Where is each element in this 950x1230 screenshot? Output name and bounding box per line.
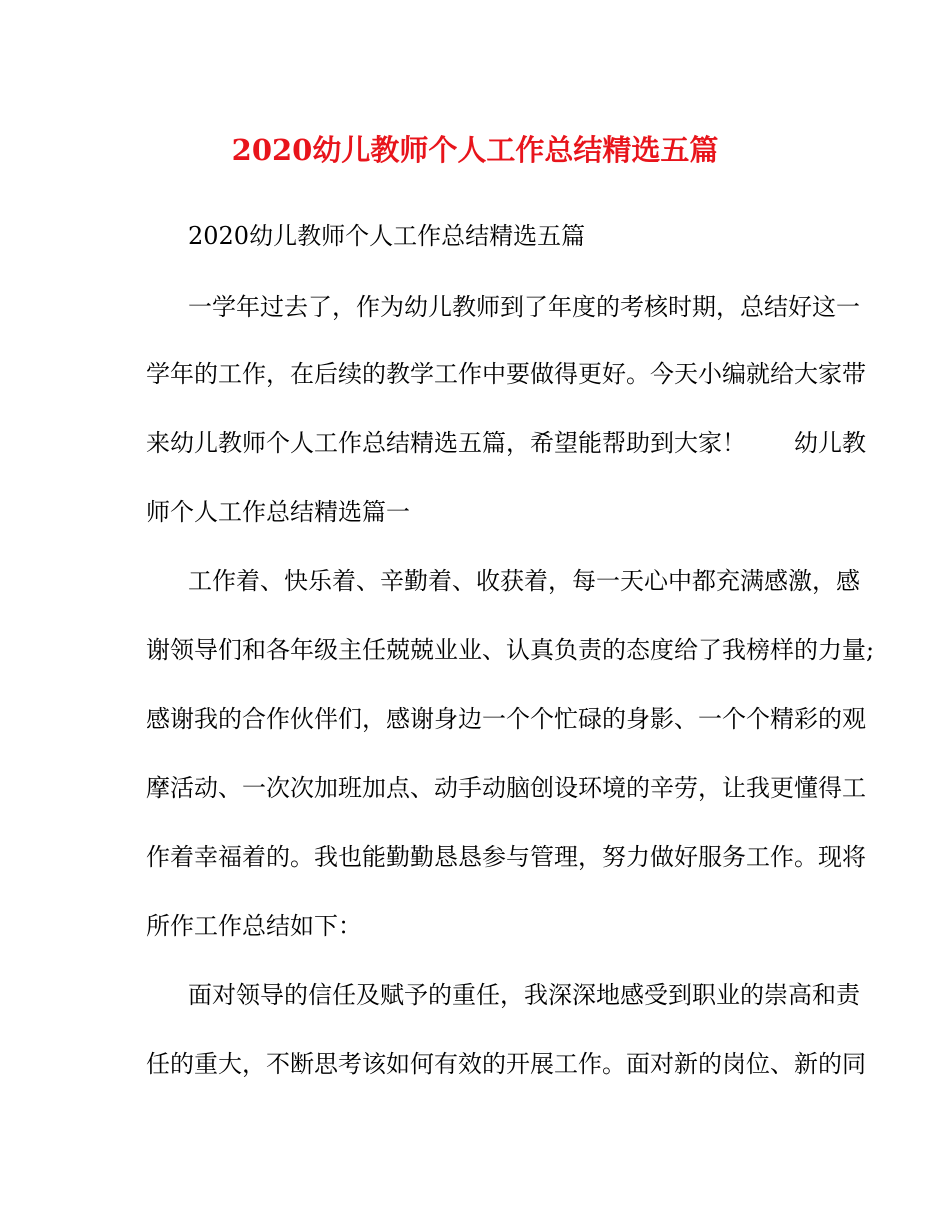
paragraph-line: 摩活动、一次次加班加点、动手动脑创设环境的辛劳，让我更懂得工 bbox=[146, 774, 866, 802]
paragraph-line: 任的重大，不断思考该如何有效的开展工作。面对新的岗位、新的同 bbox=[146, 1050, 866, 1078]
paragraph-line: 感谢我的合作伙伴们，感谢身边一个个忙碌的身影、一个个精彩的观 bbox=[146, 705, 866, 733]
paragraph-line: 工作着、快乐着、辛勤着、收获着，每一天心中都充满感激，感 bbox=[188, 567, 860, 595]
paragraph-line: 所作工作总结如下： bbox=[146, 912, 362, 940]
document-title: 2020幼儿教师个人工作总结精选五篇 bbox=[231, 133, 719, 167]
subtitle-line: 2020幼儿教师个人工作总结精选五篇 bbox=[188, 222, 586, 250]
paragraph-line: 谢领导们和各年级主任兢兢业业、认真负责的态度给了我榜样的力量; bbox=[146, 636, 875, 664]
paragraph-line: 师个人工作总结精选篇一 bbox=[146, 498, 410, 526]
paragraph-line: 学年的工作，在后续的教学工作中要做得更好。今天小编就给大家带 bbox=[146, 360, 866, 388]
paragraph-line: 面对领导的信任及赋予的重任，我深深地感受到职业的崇高和责 bbox=[188, 981, 860, 1009]
paragraph-line: 来幼儿教师个人工作总结精选五篇，希望能帮助到大家！ 幼儿教 bbox=[146, 429, 866, 457]
paragraph-line: 一学年过去了，作为幼儿教师到了年度的考核时期，总结好这一 bbox=[188, 293, 860, 321]
paragraph-line: 作着幸福着的。我也能勤勤恳恳参与管理，努力做好服务工作。现将 bbox=[146, 843, 866, 871]
